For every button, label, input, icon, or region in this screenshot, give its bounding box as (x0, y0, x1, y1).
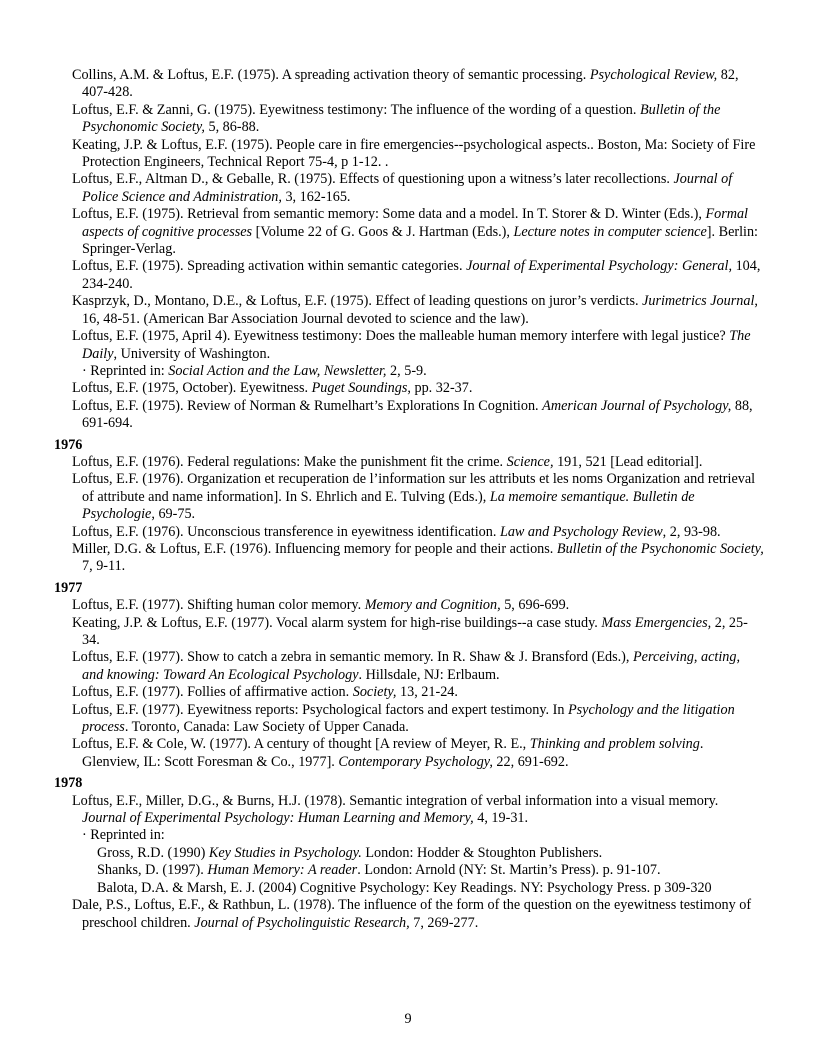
text: 1977 (54, 579, 83, 596)
text: [Volume 22 of G. Goos & J. Hartman (Eds.), (252, 223, 514, 240)
text: · Reprinted in: (82, 827, 165, 844)
text: Loftus, E.F. (1975). Spreading activation within semantic categories. (72, 258, 467, 275)
italic-text: Science, (506, 453, 554, 470)
italic-text: La memoire semantique. Bulletin de Psychologie (82, 488, 695, 523)
reference-entry (72, 897, 764, 932)
reference-entry (72, 206, 764, 258)
reference-entry (72, 684, 764, 701)
reprint-entry (97, 880, 764, 897)
italic-text: Lecture notes in computer science (513, 223, 707, 240)
reference-entry (72, 293, 764, 328)
year-heading (54, 437, 764, 454)
italic-text: Bulletin of the Psychonomic Society, (556, 540, 764, 557)
reprint-entry (82, 363, 764, 380)
year-heading (54, 580, 764, 597)
text: ]. Berlin: Springer-Verlag. (82, 223, 759, 258)
text: 13, 21-24. (396, 684, 458, 701)
reference-entry (72, 524, 764, 541)
text: Loftus, E.F. (1977). Eyewitness reports: Psychological factors and expert testimony. In (72, 701, 568, 718)
text: Loftus, E.F. (1975, April 4). Eyewitness testimony: Does the malleable human memory interfere with legal justice? (72, 328, 730, 345)
text: 1976 (54, 436, 83, 453)
italic-text: Mass Emergencies, (601, 614, 712, 631)
italic-text: Jurimetrics Journal (642, 293, 755, 310)
reference-entry (72, 328, 764, 363)
reprint-entry (97, 845, 764, 862)
text: , 16, 48-51. (American Bar Association Journal devoted to science and the law). (82, 293, 758, 327)
reprint-entry (82, 827, 764, 844)
reference-entry (72, 454, 764, 471)
reference-entry (72, 702, 764, 737)
text: Loftus, E.F. (1975). Retrieval from semantic memory: Some data and a model. In T. Storer & D. Winter (Eds.), (72, 206, 706, 223)
text: Loftus, E.F., Miller, D.G., & Burns, H.J. (1978). Semantic integration of verbal information into a visual memory. (72, 792, 719, 809)
text: 2, 25-34. (82, 614, 748, 648)
reference-entry (72, 171, 764, 206)
italic-text: Journal of Police Science and Administration, (82, 171, 733, 205)
italic-text: Human Memory: A reader (207, 862, 358, 879)
italic-text: Key Studies in Psychology. (208, 844, 362, 861)
text: Loftus, E.F. & Cole, W. (1977). A century of thought [A review of Meyer, R. E., (72, 736, 530, 753)
text: 2, 5-9. (386, 362, 427, 379)
text: Loftus, E.F. (1977). Show to catch a zebra in semantic memory. In R. Shaw & J. Bransford (Eds.), (72, 649, 633, 666)
text: Balota, D.A. & Marsh, E. J. (2004) Cognitive Psychology: Key Readings. NY: Psychology Press. p 309-320 (97, 879, 712, 896)
italic-text: The Daily (82, 328, 751, 362)
text: 5, 86-88. (204, 119, 260, 136)
text: 191, 521 [Lead editorial]. (553, 453, 703, 470)
reference-entry (72, 615, 764, 650)
text: Shanks, D. (1997). (97, 862, 208, 879)
text: 4, 19-31. (473, 810, 529, 827)
reference-entry (72, 258, 764, 293)
text: Keating, J.P. & Loftus, E.F. (1975). People care in fire emergencies--psychological aspects.. Boston, Ma: Society of Fire Protection Engineers, Technical Report 75-4, p 1-12. . (72, 136, 756, 171)
reference-entry (72, 736, 764, 771)
italic-text: Contemporary Psychology, (338, 753, 493, 770)
text: 82, 407-428. (82, 67, 739, 101)
text: 1978 (54, 775, 83, 792)
text: Keating, J.P. & Loftus, E.F. (1977). Vocal alarm system for high-rise buildings--a case study. (72, 614, 602, 631)
italic-text: Perceiving, acting, and knowing: Toward An Ecological Psychology (82, 649, 741, 683)
text: Loftus, E.F. (1976). Organization et recuperation de l’information sur les attributs et les noms Organization and retrieval of attribute and name information]. In S. Ehrlich and E. Tulving (Eds.), (72, 471, 756, 505)
text: . London: Arnold (NY: St. Martin’s Press). p. 91-107. (357, 862, 661, 879)
text: Dale, P.S., Loftus, E.F., & Rathbun, L. (1978). The influence of the form of the question on the eyewitness testimony of preschool children. (72, 897, 752, 931)
reference-entry (72, 398, 764, 433)
text: Loftus, E.F. (1975, October). Eyewitness. (72, 380, 312, 397)
reference-entry (72, 793, 764, 828)
italic-text: Psychology and the litigation process (82, 701, 735, 736)
italic-text: Bulletin of the Psychonomic Society, (82, 101, 721, 136)
text: 88, 691-694. (82, 397, 753, 432)
text: Gross, R.D. (1990) (97, 844, 209, 861)
reference-list (54, 67, 764, 932)
text: Loftus, E.F. & Zanni, G. (1975). Eyewitness testimony: The influence of the wording of a question. (72, 101, 640, 118)
text: 5, 696-699. (500, 597, 570, 614)
text: Loftus, E.F., Altman D., & Geballe, R. (1975). Effects of questioning upon a witness’s later recollections. (72, 171, 674, 188)
italic-text: Social Action and the Law, Newsletter, (168, 362, 387, 379)
italic-text: Society, (352, 684, 397, 701)
italic-text: Psychological Review, (589, 67, 718, 83)
text: 7, 269-277. (409, 914, 479, 931)
page-number: 9 (404, 1011, 412, 1027)
reference-entry (72, 471, 764, 523)
text: 104, 234-240. (82, 258, 761, 292)
text: . Hillsdale, NJ: Erlbaum. (358, 666, 500, 683)
italic-text: Journal of Psycholinguistic Research, (194, 914, 410, 931)
text: Collins, A.M. & Loftus, E.F. (1975). A spreading activation theory of semantic processing. (72, 67, 590, 83)
italic-text: Journal of Experimental Psychology: General, (466, 258, 733, 275)
text: , 69-75. (151, 506, 196, 523)
reference-entry (72, 380, 764, 397)
text: · Reprinted in: (82, 362, 169, 379)
text: Loftus, E.F. (1977). Shifting human color memory. (72, 597, 365, 614)
year-heading (54, 775, 764, 792)
text: London: Hodder & Stoughton Publishers. (361, 844, 603, 861)
text: . Glenview, IL: Scott Foresman & Co., 1977]. (82, 736, 704, 770)
text: , 2, 93-98. (662, 523, 721, 540)
italic-text: Journal of Experimental Psychology: Human Learning and Memory, (82, 810, 474, 827)
reference-entry (72, 137, 764, 172)
text: . Toronto, Canada: Law Society of Upper Canada. (124, 719, 409, 736)
reference-entry (72, 102, 764, 137)
text: 22, 691-692. (492, 753, 569, 770)
italic-text: American Journal of Psychology, (542, 397, 732, 414)
text: , University of Washington. (113, 345, 271, 362)
text: Loftus, E.F. (1975). Review of Norman & Rumelhart’s Explorations In Cognition. (72, 397, 543, 414)
text: 7, 9-11. (82, 558, 126, 575)
reference-entry (72, 541, 764, 576)
italic-text: Formal aspects of cognitive processes (82, 206, 748, 240)
reprint-entry (97, 862, 764, 879)
italic-text: Thinking and problem solving (529, 736, 700, 753)
text: Loftus, E.F. (1976). Federal regulations: Make the punishment fit the crime. (72, 453, 507, 470)
text: Kasprzyk, D., Montano, D.E., & Loftus, E.F. (1975). Effect of leading questions on juror’s verdicts. (72, 293, 643, 310)
text: Miller, D.G. & Loftus, E.F. (1976). Influencing memory for people and their actions. (72, 540, 557, 557)
reference-entry (72, 67, 764, 102)
text: 3, 162-165. (281, 188, 351, 205)
italic-text: Memory and Cognition, (364, 597, 501, 614)
reference-entry (72, 597, 764, 614)
reference-entry (72, 649, 764, 684)
text: , pp. 32-37. (407, 380, 473, 397)
text: Loftus, E.F. (1976). Unconscious transference in eyewitness identification. (72, 523, 500, 540)
italic-text: Puget Soundings (311, 380, 408, 397)
italic-text: Law and Psychology Review (499, 523, 663, 540)
text: Loftus, E.F. (1977). Follies of affirmative action. (72, 684, 353, 701)
